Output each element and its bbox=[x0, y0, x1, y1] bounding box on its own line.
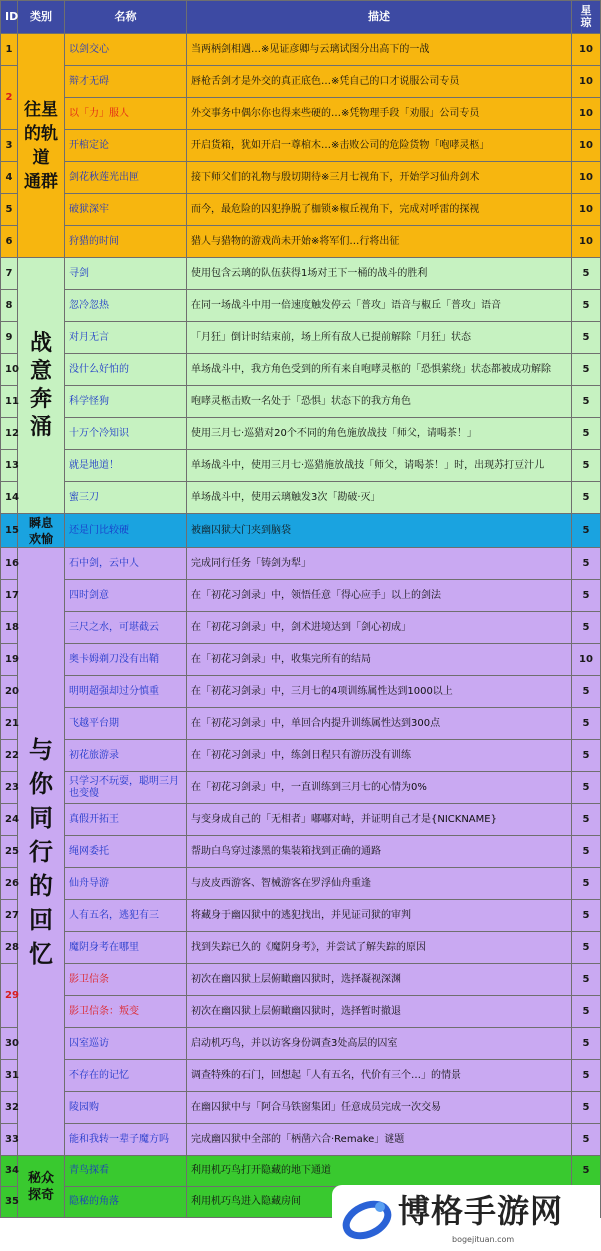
row-id: 8 bbox=[1, 290, 18, 322]
star-count: 5 bbox=[572, 1092, 601, 1124]
achievement-desc: 调查特殊的石门，回想起「人有五名，代价有三个…」的情景 bbox=[187, 1060, 572, 1092]
star-count: 5 bbox=[572, 258, 601, 290]
achievement-name: 奥卡姆剃刀没有出鞘 bbox=[65, 644, 187, 676]
achievement-desc: 完成幽囚狱中全部的「柄凿六合·Remake」谜题 bbox=[187, 1124, 572, 1156]
achievement-name: 科学怪狗 bbox=[65, 386, 187, 418]
achievement-desc: 与变身成自己的「无相者」嘟嘟对峙，并证明自己才是{NICKNAME} bbox=[187, 804, 572, 836]
achievement-name: 以剑交心 bbox=[65, 34, 187, 66]
achievement-name: 飞越平台期 bbox=[65, 708, 187, 740]
star-count: 5 bbox=[572, 1124, 601, 1156]
star-count: 5 bbox=[572, 354, 601, 386]
star-count: 5 bbox=[572, 932, 601, 964]
star-count: 5 bbox=[572, 386, 601, 418]
category-cell bbox=[18, 34, 65, 258]
star-count: 5 bbox=[572, 868, 601, 900]
category-label: 往星的轨道 通群 bbox=[24, 99, 58, 192]
achievement-desc: 使用三月七·巡猎对20个不同的角色施放战技「师父，请喝茶！」 bbox=[187, 418, 572, 450]
achievement-name: 陵园购 bbox=[65, 1092, 187, 1124]
row-id: 5 bbox=[1, 194, 18, 226]
row-id: 15 bbox=[1, 514, 18, 548]
watermark bbox=[332, 1185, 600, 1251]
table-row bbox=[1, 708, 601, 740]
watermark-brand: 博格手游网 bbox=[398, 1192, 564, 1230]
achievement-desc: 帮助白鸟穿过漆黑的集装箱找到正确的通路 bbox=[187, 836, 572, 868]
star-count: 5 bbox=[572, 1156, 601, 1187]
row-id: 35 bbox=[1, 1187, 18, 1218]
achievement-desc: 在「初花习剑录」中，练剑日程只有游历没有训练 bbox=[187, 740, 572, 772]
achievement-name: 影卫信条 bbox=[65, 964, 187, 996]
row-id: 31 bbox=[1, 1060, 18, 1092]
star-count: 5 bbox=[572, 772, 601, 804]
header-name: 名称 bbox=[65, 1, 187, 34]
achievement-name: 只学习不玩耍，聪明三月也变傻 bbox=[65, 772, 187, 804]
table-row bbox=[1, 450, 601, 482]
achievement-name: 隐秘的角落 bbox=[65, 1187, 187, 1218]
table-row bbox=[1, 194, 601, 226]
category-cell bbox=[18, 258, 65, 514]
row-id: 11 bbox=[1, 386, 18, 418]
star-count: 10 bbox=[572, 194, 601, 226]
table-row bbox=[1, 130, 601, 162]
achievement-name: 影卫信条：叛变 bbox=[65, 996, 187, 1028]
star-count: 5 bbox=[572, 290, 601, 322]
achievement-desc: 在「初花习剑录」中，三月七的4项训练属性达到1000以上 bbox=[187, 676, 572, 708]
table-row bbox=[1, 1156, 601, 1187]
star-count: 5 bbox=[572, 514, 601, 548]
achievement-name: 能和我转一辈子魔方吗 bbox=[65, 1124, 187, 1156]
table-row bbox=[1, 66, 601, 98]
table-row bbox=[1, 226, 601, 258]
header-stars: 星琼 bbox=[572, 1, 601, 34]
achievement-desc: 而今，最危险的囚犯挣脱了枷锁※椒丘视角下，完成对呼雷的探视 bbox=[187, 194, 572, 226]
achievement-desc: 将藏身于幽囚狱中的逃犯找出，并见证司狱的审判 bbox=[187, 900, 572, 932]
star-count: 5 bbox=[572, 580, 601, 612]
table-row bbox=[1, 740, 601, 772]
achievement-desc: 使用包含云璃的队伍获得1场对王下一桶的战斗的胜利 bbox=[187, 258, 572, 290]
row-id: 32 bbox=[1, 1092, 18, 1124]
table-row bbox=[1, 322, 601, 354]
achievement-desc: 在「初花习剑录」中，收集完所有的结局 bbox=[187, 644, 572, 676]
category-label: 与你同行的回忆 bbox=[29, 735, 53, 968]
star-count: 10 bbox=[572, 34, 601, 66]
star-count: 10 bbox=[572, 98, 601, 130]
achievement-desc: 启动机巧鸟，并以访客身份调查3处高层的囚室 bbox=[187, 1028, 572, 1060]
star-count: 5 bbox=[572, 482, 601, 514]
achievement-desc: 在「初花习剑录」中，剑术进境达到「剑心初成」 bbox=[187, 612, 572, 644]
achievement-name: 初花旅游录 bbox=[65, 740, 187, 772]
category-cell bbox=[18, 514, 65, 548]
row-id: 12 bbox=[1, 418, 18, 450]
table-row bbox=[1, 386, 601, 418]
achievement-desc: 被幽囚狱大门夹到脑袋 bbox=[187, 514, 572, 548]
row-id: 4 bbox=[1, 162, 18, 194]
header-id: ID bbox=[1, 1, 18, 34]
achievement-name: 仙舟导游 bbox=[65, 868, 187, 900]
achievement-desc: 初次在幽囚狱上层俯瞰幽囚狱时，选择凝视深渊 bbox=[187, 964, 572, 996]
table-row bbox=[1, 580, 601, 612]
achievement-name: 不存在的记忆 bbox=[65, 1060, 187, 1092]
achievement-desc: 在同一场战斗中用一倍速度触发停云「普攻」语音与椒丘「普攻」语音 bbox=[187, 290, 572, 322]
achievement-desc: 单场战斗中，使用云璃触发3次「勘破·灭」 bbox=[187, 482, 572, 514]
row-id: 27 bbox=[1, 900, 18, 932]
table-row bbox=[1, 772, 601, 804]
table-row bbox=[1, 868, 601, 900]
row-id: 26 bbox=[1, 868, 18, 900]
achievement-desc: 在「初花习剑录」中，一直训练到三月七的心情为0% bbox=[187, 772, 572, 804]
table-row bbox=[1, 1124, 601, 1156]
star-count: 10 bbox=[572, 226, 601, 258]
row-id: 1 bbox=[1, 34, 18, 66]
achievement-name: 石中剑，云中人 bbox=[65, 548, 187, 580]
table-row bbox=[1, 548, 601, 580]
achievement-name: 寻剑 bbox=[65, 258, 187, 290]
achievement-name: 魔阴身考在哪里 bbox=[65, 932, 187, 964]
achievement-name: 四时剑意 bbox=[65, 580, 187, 612]
star-count: 10 bbox=[572, 130, 601, 162]
achievement-name: 没什么好怕的 bbox=[65, 354, 187, 386]
star-count: 5 bbox=[572, 676, 601, 708]
achievement-name: 还是门比较硬 bbox=[65, 514, 187, 548]
table-header bbox=[1, 1, 601, 34]
achievement-name: 对月无言 bbox=[65, 322, 187, 354]
achievement-name: 狩猎的时间 bbox=[65, 226, 187, 258]
table-row bbox=[1, 418, 601, 450]
header-category: 类别 bbox=[18, 1, 65, 34]
achievement-desc: 在「初花习剑录」中，单回合内提升训练属性达到300点 bbox=[187, 708, 572, 740]
star-count: 10 bbox=[572, 162, 601, 194]
table-row bbox=[1, 162, 601, 194]
category-label: 秘众探奇 bbox=[27, 1170, 54, 1203]
achievement-name: 破狱深牢 bbox=[65, 194, 187, 226]
category-label: 瞬息欢愉 bbox=[28, 515, 53, 546]
star-count: 5 bbox=[572, 322, 601, 354]
achievement-desc: 接下师父们的礼物与殷切期待※三月七视角下，开始学习仙舟剑术 bbox=[187, 162, 572, 194]
achievement-desc: 与皮皮西游客、智械游客在罗浮仙舟重逢 bbox=[187, 868, 572, 900]
achievement-name: 青鸟探看 bbox=[65, 1156, 187, 1187]
table-row bbox=[1, 804, 601, 836]
star-count: 5 bbox=[572, 612, 601, 644]
category-label: 战意奔涌 bbox=[29, 330, 52, 440]
achievement-desc: 利用机巧鸟打开隐藏的地下通道 bbox=[187, 1156, 572, 1187]
table-row bbox=[1, 676, 601, 708]
achievement-desc: 当两柄剑相遇…※见证彦卿与云璃试图分出高下的一战 bbox=[187, 34, 572, 66]
row-id: 20 bbox=[1, 676, 18, 708]
category-cell bbox=[18, 548, 65, 1156]
row-id: 24 bbox=[1, 804, 18, 836]
table-row bbox=[1, 964, 601, 996]
table-row bbox=[1, 612, 601, 644]
achievement-name: 开棺定论 bbox=[65, 130, 187, 162]
achievement-desc: 咆哮灵柩击败一名处于「恐惧」状态下的我方角色 bbox=[187, 386, 572, 418]
achievement-desc: 完成同行任务「铸剑为犁」 bbox=[187, 548, 572, 580]
row-id: 34 bbox=[1, 1156, 18, 1187]
star-count: 5 bbox=[572, 804, 601, 836]
achievement-name: 囚室巡访 bbox=[65, 1028, 187, 1060]
table-row bbox=[1, 290, 601, 322]
star-count: 10 bbox=[572, 644, 601, 676]
star-count: 5 bbox=[572, 708, 601, 740]
row-id: 33 bbox=[1, 1124, 18, 1156]
table-row bbox=[1, 1092, 601, 1124]
table-row bbox=[1, 1028, 601, 1060]
row-id: 14 bbox=[1, 482, 18, 514]
star-count: 5 bbox=[572, 836, 601, 868]
row-id: 13 bbox=[1, 450, 18, 482]
achievement-name: 人有五名，逃犯有三 bbox=[65, 900, 187, 932]
achievement-desc: 单场战斗中，我方角色受到的所有来自咆哮灵柩的「恐惧萦绕」状态都被成功解除 bbox=[187, 354, 572, 386]
blue-ring-logo-icon bbox=[340, 1191, 394, 1245]
table-row bbox=[1, 932, 601, 964]
achievement-name: 剑花秋莲光出匣 bbox=[65, 162, 187, 194]
achievement-name: 三尺之水，可堪截云 bbox=[65, 612, 187, 644]
achievement-desc: 单场战斗中，使用三月七·巡猎施放战技「师父，请喝茶！」时，出现苏打豆汁儿 bbox=[187, 450, 572, 482]
achievement-desc: 外交事务中偶尔你也得来些硬的…※凭物理手段「劝服」公司专员 bbox=[187, 98, 572, 130]
table-row bbox=[1, 34, 601, 66]
row-id: 17 bbox=[1, 580, 18, 612]
table-row bbox=[1, 354, 601, 386]
table-row bbox=[1, 900, 601, 932]
star-count: 5 bbox=[572, 450, 601, 482]
achievement-desc: 利用机巧鸟进入隐藏房间 bbox=[187, 1187, 572, 1218]
achievement-name: 十万个冷知识 bbox=[65, 418, 187, 450]
table-row bbox=[1, 1060, 601, 1092]
achievement-desc: 找到失踪已久的《魔阴身考》，并尝试了解失踪的原因 bbox=[187, 932, 572, 964]
table-row bbox=[1, 482, 601, 514]
achievement-desc: 猎人与猎物的游戏尚未开始※将军们…行将出征 bbox=[187, 226, 572, 258]
row-id: 16 bbox=[1, 548, 18, 580]
category-cell bbox=[18, 1156, 65, 1218]
header-description: 描述 bbox=[187, 1, 572, 34]
row-id: 25 bbox=[1, 836, 18, 868]
achievement-desc: 唇枪舌剑才是外交的真正底色…※凭自己的口才说服公司专员 bbox=[187, 66, 572, 98]
row-id: 21 bbox=[1, 708, 18, 740]
row-id: 18 bbox=[1, 612, 18, 644]
achievement-desc: 在幽囚狱中与「阿合马铁窗集团」任意成员完成一次交易 bbox=[187, 1092, 572, 1124]
achievement-name: 忽冷忽热 bbox=[65, 290, 187, 322]
achievement-desc: 在「初花习剑录」中，领悟任意「得心应手」以上的剑法 bbox=[187, 580, 572, 612]
achievement-name: 就是地道！ bbox=[65, 450, 187, 482]
achievement-name: 以「力」服人 bbox=[65, 98, 187, 130]
row-id: 10 bbox=[1, 354, 18, 386]
achievement-name: 蜜三刀 bbox=[65, 482, 187, 514]
row-id: 6 bbox=[1, 226, 18, 258]
achievement-desc: 初次在幽囚狱上层俯瞰幽囚狱时，选择暂时撤退 bbox=[187, 996, 572, 1028]
star-count: 5 bbox=[572, 548, 601, 580]
row-id: 2 bbox=[1, 66, 18, 130]
row-id: 30 bbox=[1, 1028, 18, 1060]
star-count: 10 bbox=[572, 66, 601, 98]
achievement-desc: 开启货箱，犹如开启一尊棺木…※击败公司的危险货物「咆哮灵柩」 bbox=[187, 130, 572, 162]
row-id: 7 bbox=[1, 258, 18, 290]
row-id: 3 bbox=[1, 130, 18, 162]
watermark-url: bogejituan.com bbox=[452, 1235, 515, 1244]
table-row bbox=[1, 644, 601, 676]
star-count: 5 bbox=[572, 900, 601, 932]
achievement-name: 辩才无碍 bbox=[65, 66, 187, 98]
star-count: 5 bbox=[572, 996, 601, 1028]
star-count: 5 bbox=[572, 1060, 601, 1092]
row-id: 22 bbox=[1, 740, 18, 772]
achievement-name: 明明超强却过分慎重 bbox=[65, 676, 187, 708]
row-id: 28 bbox=[1, 932, 18, 964]
row-id: 9 bbox=[1, 322, 18, 354]
achievement-name: 真假开拓王 bbox=[65, 804, 187, 836]
table-row bbox=[1, 514, 601, 548]
star-count: 5 bbox=[572, 1028, 601, 1060]
star-count: 5 bbox=[572, 418, 601, 450]
row-id: 23 bbox=[1, 772, 18, 804]
table-row bbox=[1, 996, 601, 1028]
achievement-desc: 「月狂」倒计时结束前，场上所有敌人已提前解除「月狂」状态 bbox=[187, 322, 572, 354]
achievement-name: 绳网委托 bbox=[65, 836, 187, 868]
row-id: 19 bbox=[1, 644, 18, 676]
table-row bbox=[1, 258, 601, 290]
star-count: 5 bbox=[572, 964, 601, 996]
table-row bbox=[1, 98, 601, 130]
star-count: 5 bbox=[572, 740, 601, 772]
table-row bbox=[1, 836, 601, 868]
row-id: 29 bbox=[1, 964, 18, 1028]
